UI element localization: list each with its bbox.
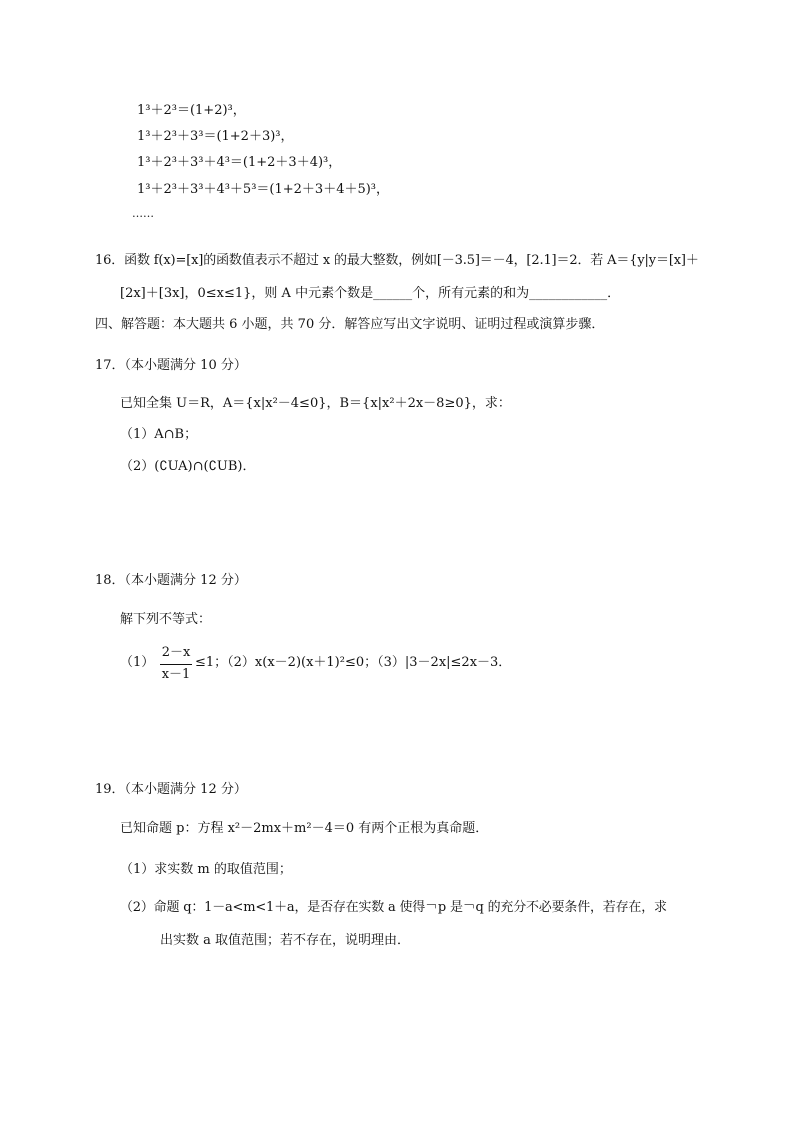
q19-part-2-line-1: （2）命题 q：1－a<m<1＋a，是否存在实数 a 使得￢p 是￢q 的充分不必要条件，若存在，求	[120, 900, 667, 915]
fraction-bar	[160, 664, 192, 665]
cube-sum-line-1: 1³＋2³＝(1+2)³，	[137, 103, 246, 118]
q18-stem: 解下列不等式：	[120, 612, 212, 627]
q19-title: 19．（本小题满分 12 分）	[95, 782, 247, 797]
ellipsis: ……	[132, 207, 154, 220]
q18-title: 18．（本小题满分 12 分）	[95, 573, 247, 588]
q17-title: 17．（本小题满分 10 分）	[95, 358, 247, 373]
q17-stem: 已知全集 U＝R，A＝{x|x²－4≤0}，B＝{x|x²＋2x－8≥0}，求：	[120, 396, 511, 411]
q19-part-1: （1）求实数 m 的取值范围；	[120, 862, 292, 877]
q19-stem: 已知命题 p：方程 x²－2mx＋m²－4＝0 有两个正根为真命题．	[120, 821, 489, 836]
q17-part-1: （1）A∩B；	[120, 427, 198, 442]
q17-part-2: （2）(∁UA)∩(∁UB)．	[120, 459, 256, 474]
q18-part-1-label: （1）	[120, 655, 155, 670]
q16-line-1: 16．函数 f(x)=[x]的函数值表示不超过 x 的最大整数，例如[－3.5]＝－4，[2.1]＝2．若 A＝{y|y＝[x]＋	[95, 253, 699, 268]
cube-sum-line-2: 1³＋2³＋3³＝(1+2＋3)³，	[137, 129, 294, 144]
q16-line-2: [2x]＋[3x]，0≤x≤1}，则 A 中元素个数是______个，所有元素的和为____________．	[120, 286, 621, 301]
fraction-numerator: 2－x	[161, 645, 191, 660]
section-heading: 四、解答题：本大题共 6 小题，共 70 分．解答应写出文字说明、证明过程或演算步骤．	[95, 317, 605, 332]
q18-part-1-rest: ≤1；（2）x(x－2)(x＋1)²≤0；（3）|3－2x|≤2x－3．	[195, 655, 512, 670]
fraction-denominator: x－1	[161, 667, 191, 682]
cube-sum-line-4: 1³＋2³＋3³＋4³＋5³＝(1+2＋3＋4＋5)³，	[137, 182, 390, 197]
q19-part-2-line-2: 出实数 a 取值范围；若不存在，说明理由．	[160, 933, 411, 948]
cube-sum-line-3: 1³＋2³＋3³＋4³＝(1+2＋3＋4)³，	[137, 155, 342, 170]
